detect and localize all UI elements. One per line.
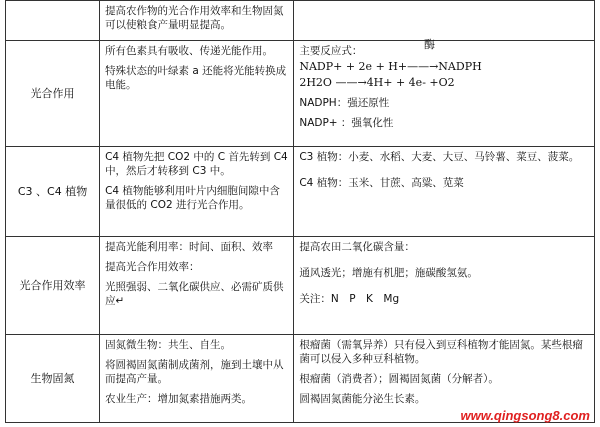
cell-text: NADP+ ：强氧化性 — [299, 117, 394, 129]
cell-text: C4 植物能够利用叶片内细胞间隙中含量很低的 CO2 进行光合作用。 — [105, 185, 280, 211]
formula-2: 2H2O ——→4H+ + 4e- +O2 — [299, 76, 455, 89]
cell-text: 圆褐固氮菌能分泌生长素。 — [299, 393, 426, 405]
formula-1: NADP+ + 2e + H+——→NADPH — [299, 60, 482, 73]
cell-text: 提高农作物的光合作用效率和生物固氮可以使粮食产量明显提高。 — [105, 5, 284, 31]
cell-text: C4 植物先把 CO2 中的 C 首先转到 C4 中，然后才转移到 C3 中。 — [105, 151, 288, 177]
row-right-cell — [294, 41, 595, 147]
cell-text: 将圆褐固氮菌制成菌剂，施到土壤中从而提高产量。 — [105, 359, 284, 385]
table-row — [6, 1, 595, 41]
cell-text: C3 植物：小麦、水稻、大麦、大豆、马铃薯、菜豆、菠菜。 — [299, 151, 580, 163]
row-left-cell — [100, 335, 294, 423]
cell-text: 提高光能利用率：时间、面积、效率 — [105, 241, 274, 253]
row-head: 光合作用效率 — [6, 237, 100, 335]
cell-text: 关注：N P K Mg — [299, 293, 400, 305]
table-row — [6, 237, 595, 335]
cell-text: 根瘤菌（消费者）；圆褐固氮菌（分解者）。 — [299, 373, 499, 385]
row-right-cell — [294, 237, 595, 335]
row-head — [6, 1, 100, 41]
row-head: 生物固氮 — [6, 335, 100, 423]
cell-text: 光照强弱、二氧化碳供应、必需矿质供应↵ — [105, 281, 284, 307]
cell-text: 固氮微生物：共生、自生。 — [105, 339, 232, 351]
enzyme-label: 酶 — [424, 38, 435, 51]
cell-text: 根瘤菌（需氧异养）只有侵入到豆科植物才能固氮。某些根瘤菌可以侵入多种豆科植物。 — [299, 339, 583, 365]
row-left-cell — [100, 147, 294, 237]
row-left-cell — [100, 41, 294, 147]
content-table — [5, 0, 595, 423]
row-right-cell — [294, 1, 595, 41]
cell-text: 提高光合作用效率： — [105, 261, 200, 273]
table-row — [6, 147, 595, 237]
cell-text: 特殊状态的叶绿素 a 还能将光能转换成电能。 — [105, 65, 287, 91]
row-head: 光合作用 — [6, 41, 100, 147]
row-left-cell — [100, 1, 294, 41]
cell-text: NADPH：强还原性 — [299, 97, 390, 109]
cell-text: 提高农田二氧化碳含量： — [299, 241, 415, 253]
cell-text: 主要反应式： — [299, 45, 363, 57]
table-row — [6, 41, 595, 147]
cell-text: C4 植物：玉米、甘蔗、高粱、苋菜 — [299, 177, 464, 189]
cell-text: 所有色素具有吸收、传递光能作用。 — [105, 45, 274, 57]
row-right-cell — [294, 147, 595, 237]
cell-text: 农业生产：增加氮素措施两类。 — [105, 393, 253, 405]
cell-text: 通风透光；增施有机肥；施碳酸氢氨。 — [299, 267, 478, 279]
row-head: C3 、C4 植物 — [6, 147, 100, 237]
site-watermark: www.qingsong8.com — [460, 408, 590, 423]
row-left-cell — [100, 237, 294, 335]
